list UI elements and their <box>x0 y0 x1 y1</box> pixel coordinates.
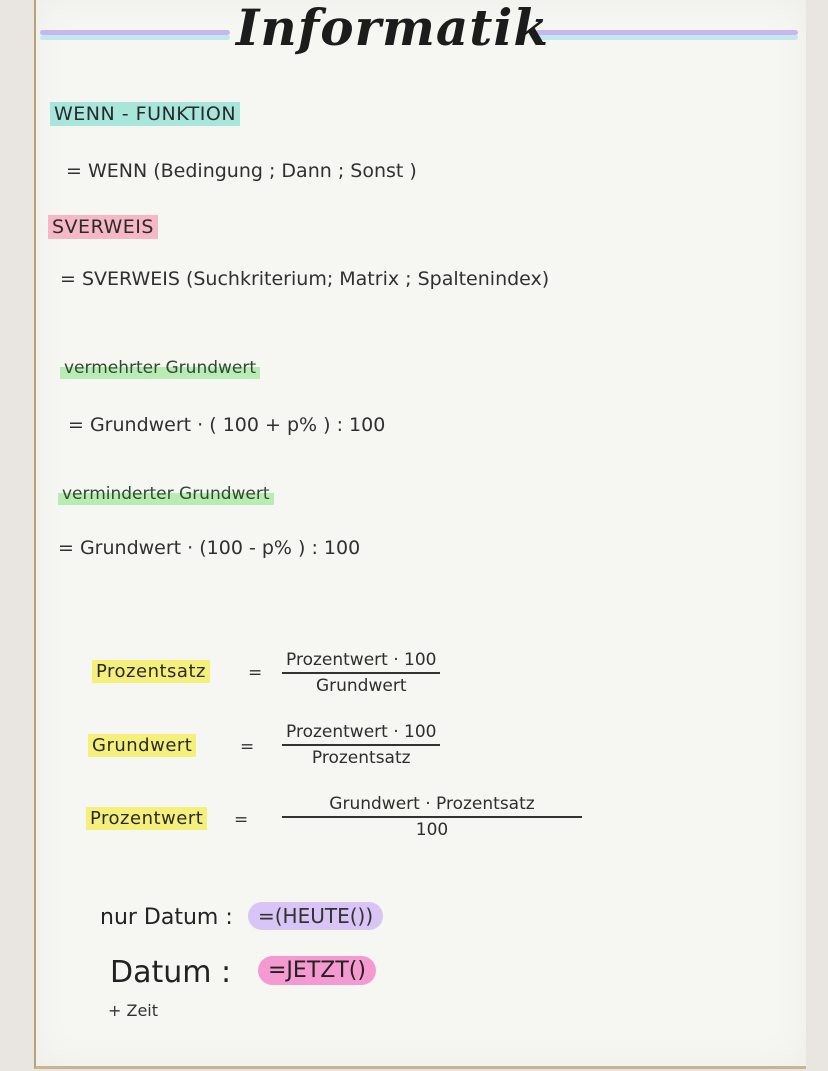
nur-datum-label: nur Datum : <box>100 905 233 930</box>
fraction-bar <box>282 744 440 746</box>
grundwert-denominator: Prozentsatz <box>311 747 411 768</box>
zeit-sublabel: + Zeit <box>108 1001 159 1020</box>
sverweis-formula: = SVERWEIS (Suchkriterium; Matrix ; Spaltenindex) <box>60 268 550 290</box>
prozentwert-fraction <box>282 794 582 840</box>
notebook-page <box>34 0 806 1069</box>
grundwert-fraction <box>282 722 440 768</box>
prozentsatz-numerator: Prozentwert · 100 <box>286 650 437 670</box>
vermindert-heading: verminderter Grundwert <box>58 484 274 504</box>
prozentsatz-label: Prozentsatz <box>92 661 210 682</box>
heute-formula: =(HEUTE()) <box>248 904 383 928</box>
prozentwert-equals: = <box>234 810 249 830</box>
vermehrt-heading: vermehrter Grundwert <box>60 358 260 378</box>
title-underline-right-teal <box>536 35 798 40</box>
fraction-bar <box>282 672 440 674</box>
sverweis-heading: SVERWEIS <box>48 216 158 238</box>
grundwert-equals: = <box>240 737 255 757</box>
jetzt-formula: =JETZT() <box>258 958 376 983</box>
page-title: Informatik <box>236 0 549 57</box>
datum-label: Datum : <box>110 955 232 990</box>
vermindert-formula: = Grundwert · (100 - p% ) : 100 <box>58 537 361 559</box>
fraction-bar <box>282 816 582 818</box>
title-underline-left-teal <box>40 35 230 40</box>
prozentsatz-denominator: Grundwert <box>315 675 407 696</box>
prozentsatz-equals: = <box>248 663 263 683</box>
prozentwert-numerator: Grundwert · Prozentsatz <box>329 794 535 814</box>
prozentwert-denominator: 100 <box>415 819 449 840</box>
prozentwert-label: Prozentwert <box>86 808 207 829</box>
vermehrt-formula: = Grundwert · ( 100 + p% ) : 100 <box>68 414 386 436</box>
wenn-formula: = WENN (Bedingung ; Dann ; Sonst ) <box>66 160 417 182</box>
prozentsatz-fraction <box>282 650 440 696</box>
grundwert-label: Grundwert <box>88 735 196 756</box>
wenn-heading: WENN - FUNKTION <box>50 103 240 125</box>
grundwert-numerator: Prozentwert · 100 <box>286 722 437 742</box>
